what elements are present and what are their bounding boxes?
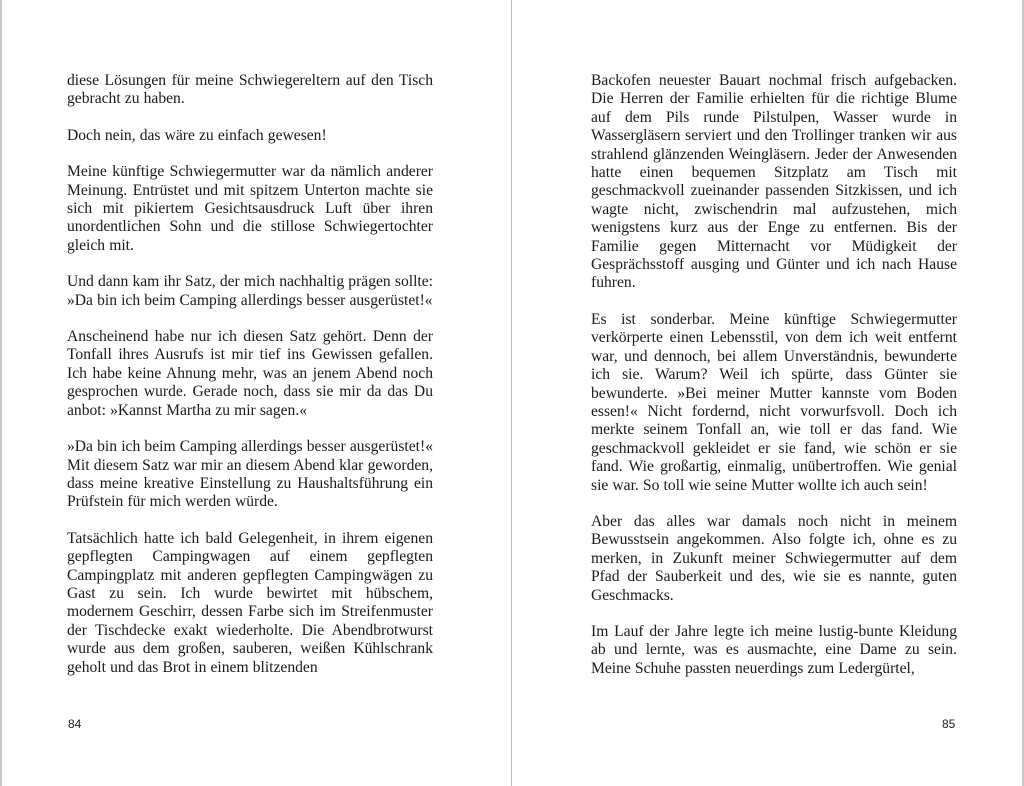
paragraph: Und dann kam ihr Satz, der mich nachhaltig prägen sollte: »Da bin ich beim Camping allerdings besser ausgerüstet!«: [67, 273, 433, 309]
paragraph: Im Lauf der Jahre legte ich meine lustig-bunte Kleidung ab und lernte, was es ausmachte, eine Dame zu sein. Meine Schuhe passten neuerdings zum Ledergürtel,: [591, 622, 957, 677]
paragraph: Backofen neuester Bauart nochmal frisch aufgebacken. Die Herren der Familie erhielten für die richtige Blume auf dem Pils runde Pilstulpen, Wasser wurde in Wassergläsern serviert und den Trollinger tranken wir aus strahlend glänzenden Weingläsern. Jeder der Anwesenden hatte einen bequemen Sitzplatz am Tisch mit geschmackvoll zueinander passenden Sitzkissen, und ich wagte nicht, zwischendrin mal aufzustehen, mich wenigstens kurz aus der Enge zu entfernen. Bis der Familie gegen Mitternacht vor Müdigkeit der Gesprächsstoff ausging und Günter und ich nach Hause fuhren.: [591, 72, 957, 292]
right-page-text: [591, 72, 957, 696]
page-number-left: 84: [68, 717, 82, 731]
paragraph: Es ist sonderbar. Meine künftige Schwiegermutter verkörperte einen Lebensstil, von dem ich weit entfernt war, und dennoch, bei allem Unverständnis, bewunderte ich sie. Warum? Weil ich spürte, dass Günter sie bewunderte. »Bei meiner Mutter kannste vom Boden essen!« Nicht fordernd, nicht vorwurfsvoll. Doch ich merkte seinem Tonfall an, wie toll er das fand. Wie geschmackvoll gekleidet er sie fand, wie schön er sie fand. Wie großartig, einmalig, unübertroffen. Wie genial sie war. So toll wie seine Mutter wollte ich auch sein!: [591, 310, 957, 494]
page-edge-left: [0, 0, 2, 786]
paragraph: Doch nein, das wäre zu einfach gewesen!: [67, 126, 327, 144]
page-number-right: 85: [942, 717, 956, 731]
paragraph: diese Lösungen für meine Schwiegereltern auf den Tisch gebracht zu haben.: [67, 72, 433, 108]
paragraph: Anscheinend habe nur ich diesen Satz gehört. Denn der Tonfall ihres Ausrufs ist mir tief ins Gewissen gefallen. Ich habe keine Ahnung mehr, was an jenem Abend noch gesprochen wurde. Gerade noch, dass sie mir da das Du anbot: »Kannst Martha zu mir sagen.«: [67, 328, 433, 419]
paragraph: Meine künftige Schwiegermutter war da nämlich anderer Meinung. Entrüstet und mit spitzem Unterton machte sie sich mit pikiertem Gesichtsausdruck Luft über ihren unordentlichen Sohn und die stillose Schwiegertochter gleich mit.: [67, 163, 433, 254]
paragraph: Tatsächlich hatte ich bald Gelegenheit, in ihrem eigenen gepflegten Campingwagen auf einem gepflegten Campingplatz mit anderen gepflegten Campingwägen zu Gast zu sein. Ich wurde bewirtet mit hübschem, modernem Geschirr, dessen Farbe sich im Streifenmuster der Tischdecke exakt wiederholte. Die Abendbrotwurst wurde aus dem großen, sauberen, weißen Kühlschrank geholt und das Brot in einem blitzenden: [67, 529, 433, 676]
paragraph: Aber das alles war damals noch nicht in meinem Bewusstsein angekommen. Also folgte ich, ohne es zu merken, in Zukunft meiner Schwiegermutter auf dem Pfad der Sauberkeit und des, wie sie es nannte, guten Geschmacks.: [591, 512, 957, 604]
book-gutter: [511, 0, 512, 786]
paragraph: »Da bin ich beim Camping allerdings besser ausgerüstet!« Mit diesem Satz war mir an diesem Abend klar geworden, dass meine kreative Einstellung zu Haushaltsführung ein Prüfstein für mich werden würde.: [67, 438, 433, 511]
left-page-text: [67, 72, 433, 695]
